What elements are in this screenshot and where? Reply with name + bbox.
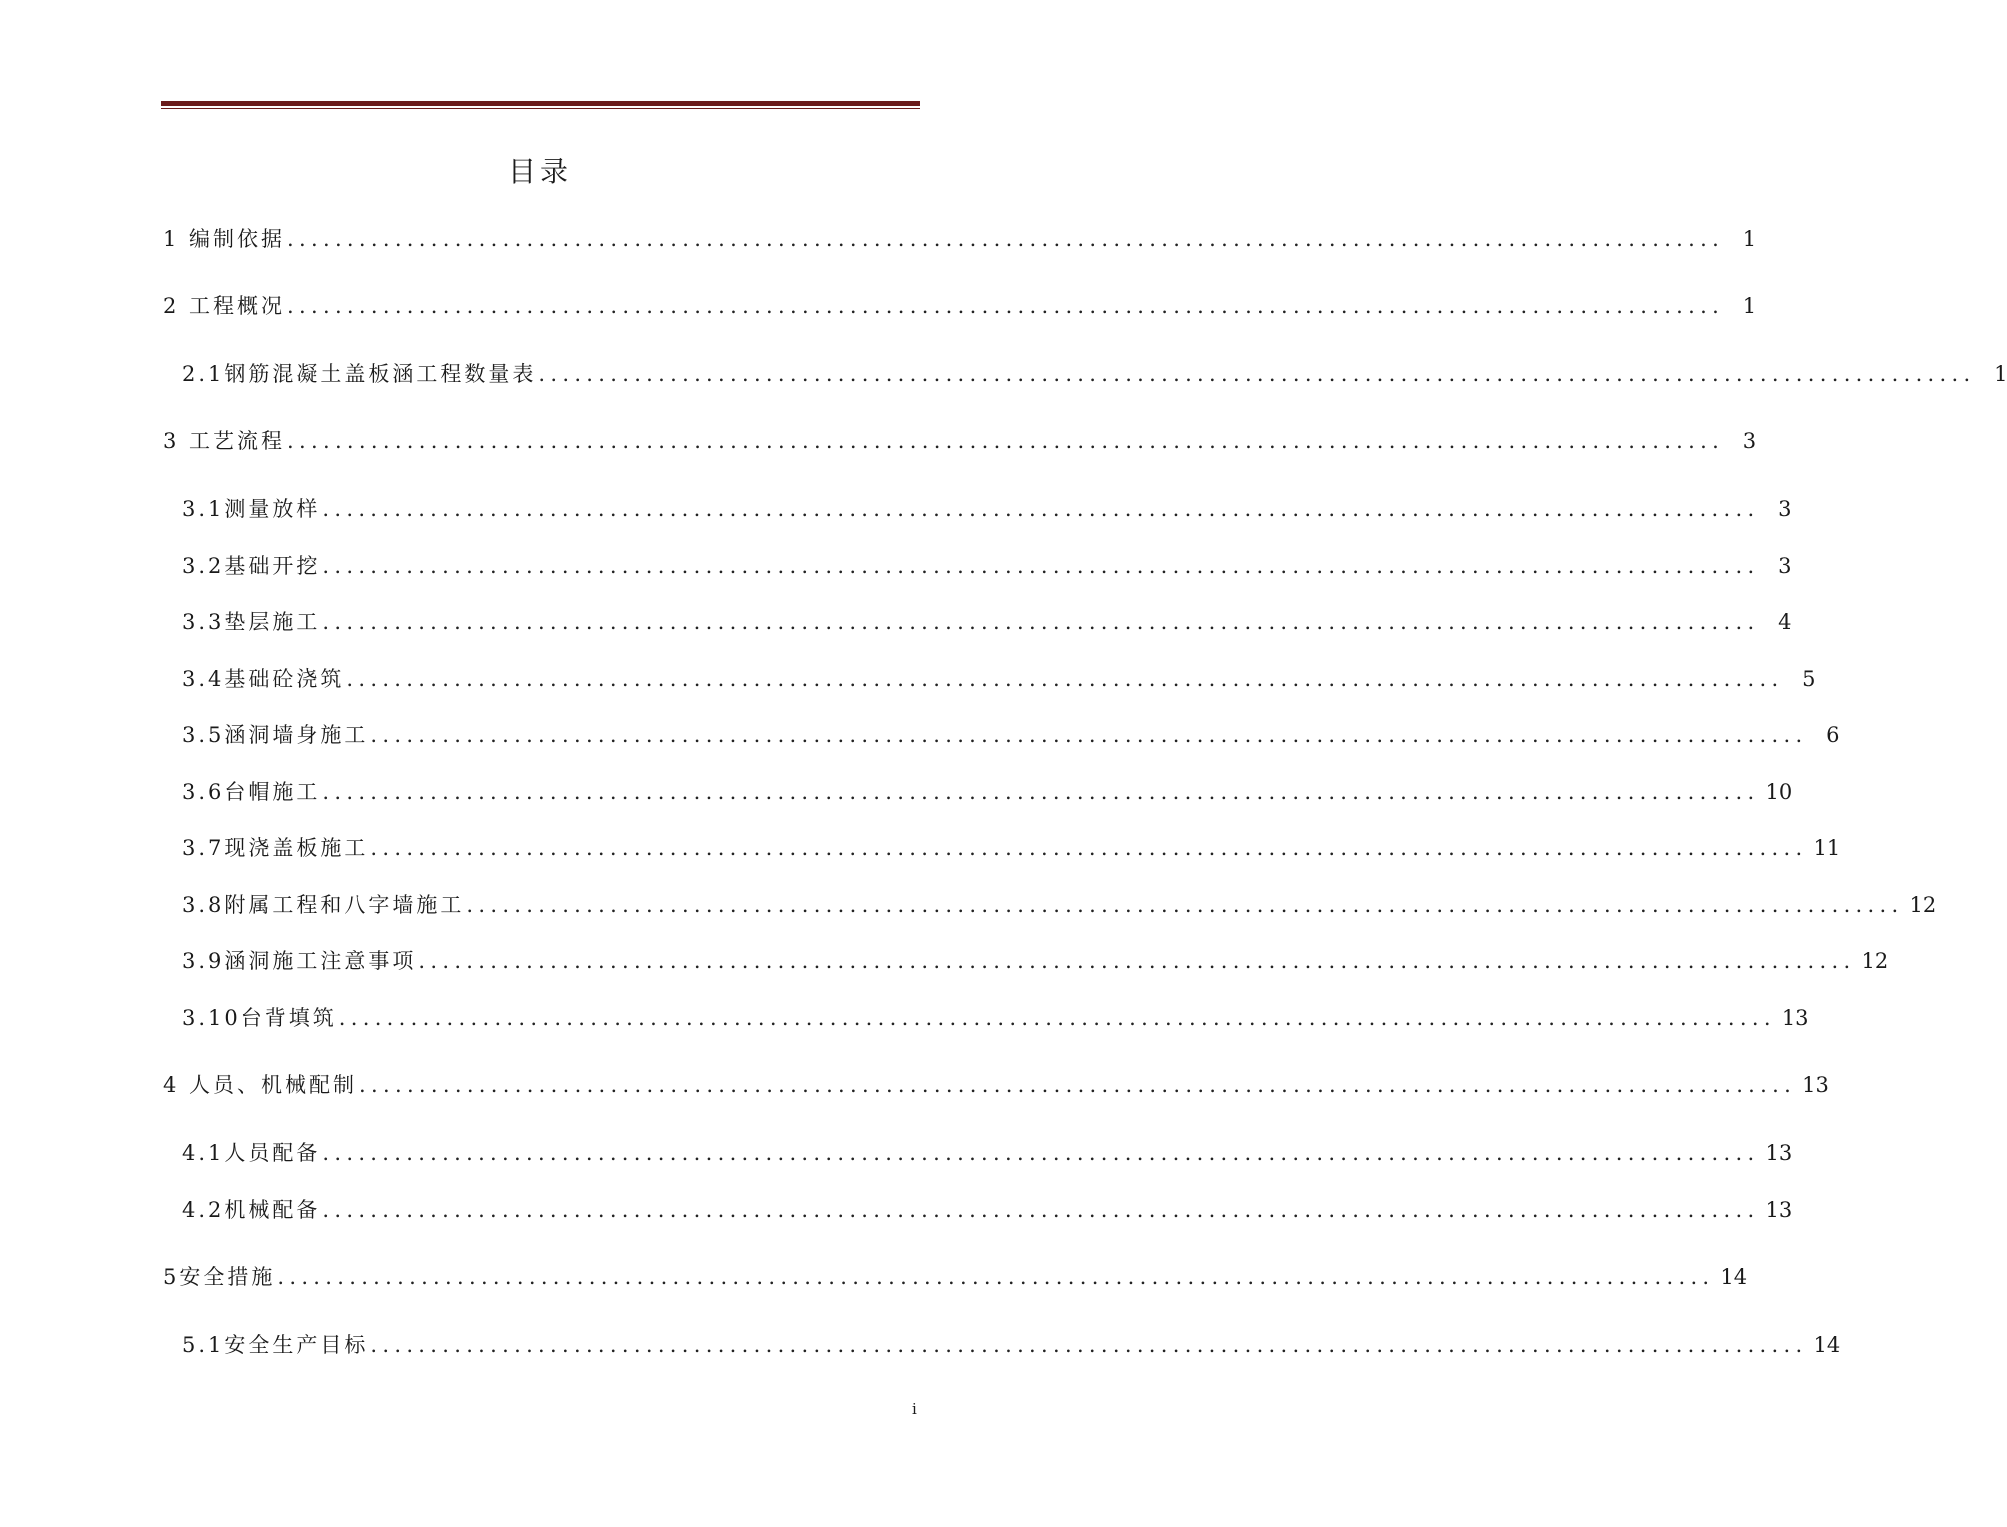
toc-leader-dots: ........................................................................................................................	[287, 227, 1725, 251]
footer-page-number: i	[912, 1400, 917, 1418]
toc-entry[interactable]	[182, 719, 1840, 749]
toc-entry-label: 2 工程概况	[163, 294, 286, 318]
toc-entry-label: 5.1安全生产目标	[182, 1333, 369, 1357]
toc-entry[interactable]	[163, 1069, 1829, 1099]
toc-leader-dots: ........................................................................................................................	[370, 1333, 1808, 1357]
toc-entry[interactable]	[182, 606, 1792, 636]
toc-entry-label: 3.10台背填筑	[182, 1006, 337, 1030]
toc-leader-dots: ........................................................................................................................	[322, 1198, 1760, 1222]
toc-entry-label: 3.7现浇盖板施工	[182, 836, 369, 860]
toc-entry-label: 4.2机械配备	[182, 1198, 321, 1222]
toc-entry[interactable]	[182, 493, 1792, 523]
toc-title: 目录	[507, 155, 572, 188]
toc-leader-dots: ........................................................................................................................	[322, 610, 1760, 634]
toc-entry-page: 14	[1813, 1333, 1841, 1357]
toc-entry-label: 3.1测量放样	[182, 497, 321, 521]
toc-leader-dots: ........................................................................................................................	[359, 1073, 1797, 1097]
toc-entry-page: 1	[1742, 227, 1757, 251]
toc-entry[interactable]	[182, 1137, 1793, 1167]
toc-leader-dots: ........................................................................................................................	[370, 836, 1808, 860]
toc-entry-label: 3.5涵洞墙身施工	[182, 723, 369, 747]
toc-leader-dots: ........................................................................................................................	[322, 1141, 1760, 1165]
toc-entry[interactable]	[182, 832, 1841, 862]
toc-entry-page: 14	[1720, 1265, 1748, 1289]
toc-leader-dots: ........................................................................................................................	[418, 949, 1856, 973]
toc-entry-page: 1	[1742, 294, 1757, 318]
toc-leader-dots: ........................................................................................................................	[338, 1006, 1776, 1030]
toc-entry[interactable]	[163, 290, 1757, 320]
toc-entry-label: 1 编制依据	[163, 227, 286, 251]
toc-entry[interactable]	[182, 889, 1937, 919]
toc-entry-label: 3 工艺流程	[163, 429, 286, 453]
toc-entry-page: 10	[1765, 780, 1793, 804]
toc-entry-label: 2.1钢筋混凝土盖板涵工程数量表	[182, 362, 537, 386]
toc-entry-page: 3	[1778, 497, 1792, 521]
toc-entry-page: 4	[1778, 610, 1792, 634]
toc-entry[interactable]	[182, 358, 2007, 388]
toc-entry-page: 3	[1742, 429, 1757, 453]
toc-entry[interactable]	[182, 1194, 1793, 1224]
toc-leader-dots: ........................................................................................................................	[287, 429, 1725, 453]
toc-leader-dots: ........................................................................................................................	[322, 780, 1760, 804]
toc-entry-label: 3.3垫层施工	[182, 610, 321, 634]
toc-leader-dots: ........................................................................................................................	[322, 497, 1760, 521]
toc-entry[interactable]	[182, 663, 1816, 693]
toc-leader-dots: ........................................................................................................................	[277, 1265, 1715, 1289]
toc-leader-dots: ........................................................................................................................	[466, 893, 1904, 917]
header-rule-thick	[161, 101, 920, 106]
toc-entry-page: 6	[1826, 723, 1840, 747]
toc-entry[interactable]	[163, 1261, 1748, 1291]
toc-entry-page: 13	[1802, 1073, 1829, 1097]
toc-entry[interactable]	[163, 425, 1757, 455]
toc-entry-page: 3	[1778, 554, 1792, 578]
toc-entry[interactable]	[182, 776, 1793, 806]
toc-entry-page: 11	[1813, 836, 1841, 860]
toc-entry-page: 13	[1765, 1141, 1793, 1165]
toc-entry-page: 13	[1765, 1198, 1793, 1222]
toc-entry-label: 3.6台帽施工	[182, 780, 321, 804]
toc-entry-label: 3.8附属工程和八字墙施工	[182, 893, 465, 917]
toc-entry-label: 4 人员、机械配制	[163, 1073, 358, 1097]
toc-leader-dots: ........................................................................................................................	[287, 294, 1725, 318]
toc-entry-label: 4.1人员配备	[182, 1141, 321, 1165]
toc-entry-label: 5安全措施	[163, 1265, 276, 1289]
toc-leader-dots: ........................................................................................................................	[538, 362, 1976, 386]
toc-leader-dots: ........................................................................................................................	[346, 667, 1784, 691]
toc-entry-page: 5	[1802, 667, 1816, 691]
toc-entry-label: 3.9涵洞施工注意事项	[182, 949, 417, 973]
toc-entry-label: 3.2基础开挖	[182, 554, 321, 578]
toc-entry[interactable]	[182, 1329, 1841, 1359]
toc-leader-dots: ........................................................................................................................	[370, 723, 1808, 747]
toc-entry-page: 12	[1909, 893, 1937, 917]
toc-entry[interactable]	[163, 223, 1757, 253]
header-rule-thin	[161, 108, 920, 109]
toc-entry-label: 3.4基础砼浇筑	[182, 667, 345, 691]
toc-entry-page: 1	[1994, 362, 2007, 386]
toc-entry-page: 13	[1781, 1006, 1809, 1030]
toc-entry[interactable]	[182, 945, 1889, 975]
toc-entry-page: 12	[1861, 949, 1889, 973]
toc-leader-dots: ........................................................................................................................	[322, 554, 1760, 578]
toc-entry[interactable]	[182, 1002, 1809, 1032]
toc-entry[interactable]	[182, 550, 1792, 580]
